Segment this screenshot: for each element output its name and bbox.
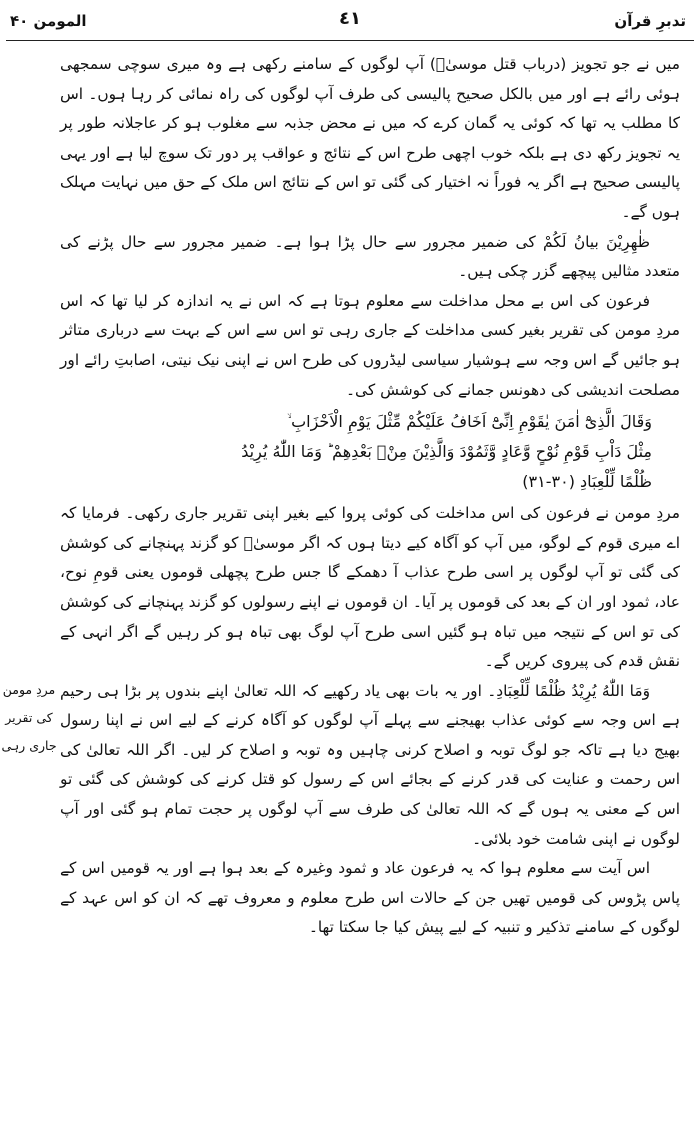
verse-line-3: ظُلْمًا لِّلْعِبَادِ (۳۰-۳۱) (522, 472, 652, 492)
paragraph-6: اس آیت سے معلوم ہوا کہ یہ فرعون عاد و ثمود وغیرہ کے بعد ہوا ہے اور یہ قومیں اس کے پاس پڑوس کی قومیں تھیں جن کے حالات اس طرح معلوم و معروف تھے کہ ان کو اس عہد کے لوگوں کے سامنے تذکیر و تنبیہ کے لیے پیش کیا جا سکتا تھا۔ (60, 859, 680, 937)
verse-line-1: وَقَالَ الَّذِیْٓ اٰمَنَ یٰقَوْمِ اِنِّیْٓ اَخَافُ عَلَیْكُمْ مِّثْلَ یَوْمِ الْاَحْزَابِ ۙ (287, 412, 652, 432)
paragraph-4: مردِ مومن نے فرعون کی اس مداخلت کی کوئی پروا کیے بغیر اپنی تقریر جاری رکھی۔ فرمایا کہ اے میری قوم کے لوگو، میں آپ کو آگاہ کیے دیتا ہوں کہ اگر موسیٰؑ کو گزند پہنچانے کی کوشش کی گئی تو آپ لوگوں پر اسی طرح عذاب آ دھمکے گا جس طرح پچھلی قوموں یعنی قومِ نوح، عاد، ثمود اور ان کے بعد کی قوموں پر آیا۔ ان قوموں نے اپنے رسولوں کو گزند پہنچانے کی کوشش کی تو اس کے نتیجہ میں تباہ ہو گئیں اسی طرح آپ لوگ بھی تباہ ہو کر رہیں گے اگر انہی کے نقش قدم کی پیروی کریں گے۔ (60, 504, 680, 671)
header-rule (6, 40, 694, 41)
verse-line-2: مِثْلَ دَاْبِ قَوْمِ نُوْحٍ وَّعَادٍ وَّثَمُوْدَ وَالَّذِیْنَ مِنْۢ بَعْدِهِمْ ؕ وَمَا اللّٰهُ یُرِیْدُ (241, 442, 652, 462)
paragraph-2: ظٰهِرِیْنَ بیانُ لَكُمْ کی ضمیر مجرور سے حال پڑا ہوا ہے۔ ضمیر مجرور سے حال پڑنے کی متعدد مثالیں پیچھے گزر چکی ہیں۔ (60, 232, 680, 281)
body-text (60, 50, 680, 943)
page-header (0, 6, 700, 40)
paragraph-3: فرعون کی اس بے محل مداخلت سے معلوم ہوتا ہے کہ اس نے یہ اندازہ کر لیا تھا کہ اس مردِ مومن کی تقریر بغیر کسی مداخلت کے جاری رہی تو اس سے اس کے بہت سے درباری متاثر ہو جائیں گے اس وجہ سے ہوشیار سیاسی لیڈروں کی طرح اس نے اپنی نیک نیتی، اصابتِ رائے اور مصلحت اندیشی کی دھونس جمانے کی کوشش کی۔ (60, 291, 680, 399)
margin-note: مردِ مومن کی تقریر جاری رہی (1, 682, 57, 753)
paragraph-1: میں نے جو تجویز (درباب قتل موسیٰؑ) آپ لوگوں کے سامنے رکھی ہے وہ میری سوچی سمجھی ہوئی رائے ہے اور میں بالکل صحیح پالیسی کی طرف آپ لوگوں کی راہ نمائی کر رہا ہوں۔ اس کا مطلب یہ تھا کہ کوئی یہ گمان کرے کہ میں نے محض جذبہ سے مغلوب ہو کر عاجلانہ طور پر یہ تجویز رکھ دی ہے بلکہ خوب اچھی طرح اس کے نتائج و عواقب پر دور تک سوچ لیا ہے اور یہی پالیسی صحیح ہے اگر یہ فوراً نہ اختیار کی گئی تو اس کے نتائج اس ملک کے حق میں نہایت مہلک ہوں گے۔ (60, 55, 680, 221)
quran-verse (60, 407, 680, 497)
paragraph-5: وَمَا اللّٰهُ یُرِیْدُ ظُلْمًا لِّلْعِبَادِ۔ اور یہ بات بھی یاد رکھیے کہ اللہ تعالیٰ اپنے بندوں پر بڑا ہی رحیم ہے اس وجہ سے کوئی عذاب بھیجنے سے پہلے آپ لوگوں کو آگاہ کرنے کے لیے اس نے اپنا رسول بھیج دیا ہے تاکہ جو لوگ توبہ و اصلاح کرنی چاہیں وہ توبہ و اصلاح کر لیں۔ اگر اللہ تعالیٰ کی اس رحمت و عنایت کی قدر کرنے کے بجائے اس کے رسول کو قتل کرنے کی کوشش کی گئی تو اس کے معنی یہ ہوں گے کہ اللہ تعالیٰ کی طرف سے آپ لوگوں پر حجت تمام ہو گئی اور آپ لوگوں نے اپنی شامت خود بلائی۔ (60, 681, 680, 848)
book-title: تدبرِ قرآن (614, 12, 686, 30)
page-number: ٤١ (339, 8, 361, 29)
surah-name: المومن ۴۰ (10, 12, 87, 30)
